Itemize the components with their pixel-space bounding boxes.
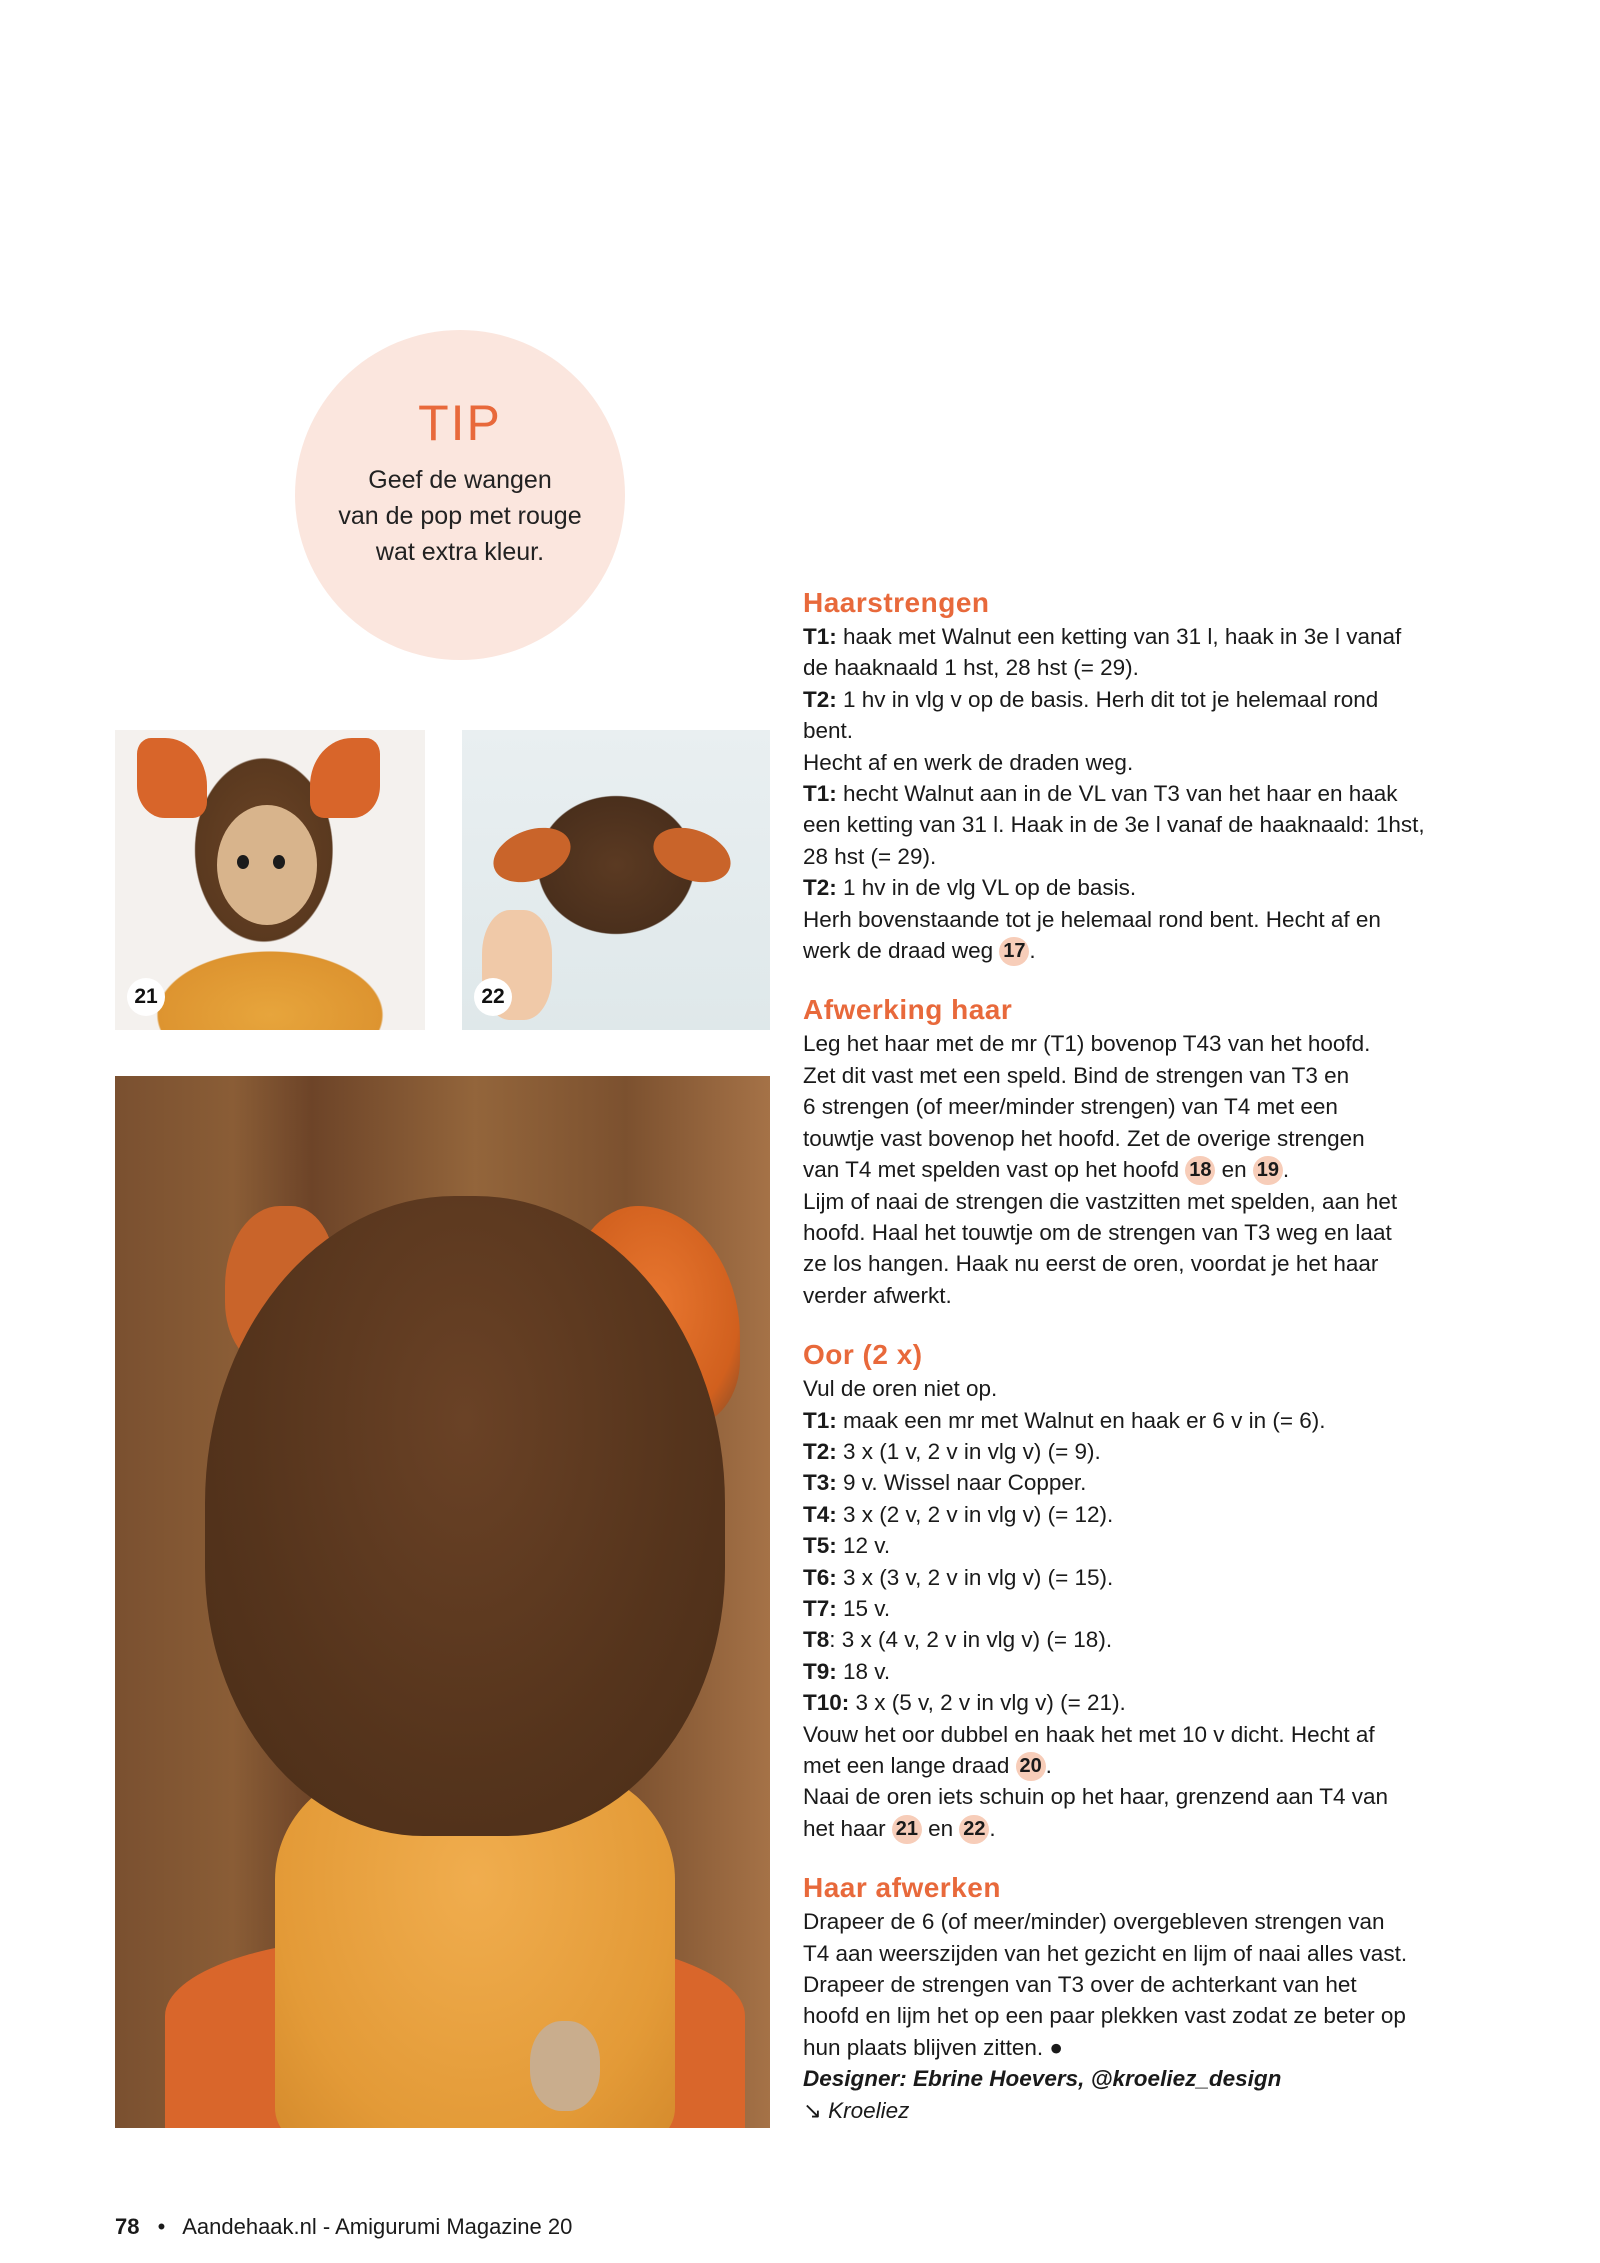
figure-ref-badge: 18 [1185,1156,1215,1185]
instruction-line [803,809,1493,840]
round-label: T1: [803,781,837,807]
instruction-text: T4 aan weerszijden van het gezicht en lijm of naai alles vast. [803,1940,1408,1966]
instruction-text: 3 x (5 v, 2 v in vlg v) (= 21). [849,1690,1126,1716]
instruction-text: Hecht af en werk de draden weg. [803,749,1134,775]
round-label: T2: [803,1438,837,1464]
instruction-text: 15 v. [836,1595,891,1621]
instruction-text: 28 hst (= 29). [803,843,937,869]
instruction-line [803,841,1493,872]
instruction-tail: . [1045,1753,1052,1778]
photo-doll-back [115,1076,770,2128]
round-label: T10: [803,1690,850,1716]
instruction-line [803,1530,1493,1561]
round-label: T9: [803,1658,837,1684]
round-label: T2: [803,875,837,901]
photo-doll-front [115,730,425,1030]
instruction-text: Zet dit vast met een speld. Bind de strengen van T3 en [803,1062,1350,1088]
instruction-text: 3 x (3 v, 2 v in vlg v) (= 15). [836,1564,1114,1590]
round-label: T2: [803,686,837,712]
instruction-text: Lijm of naai de strengen die vastzitten met spelden, aan het [803,1188,1398,1214]
instruction-line [803,1186,1493,1217]
instruction-line [803,1624,1493,1655]
instruction-line [803,621,1493,652]
tip-body [320,462,600,570]
ref-join: en [1215,1157,1253,1183]
instruction-line [803,1750,1493,1781]
instruction-text: met een lange draad [803,1753,1016,1778]
round-label: T1: [803,1407,837,1433]
round-label: T3: [803,1470,837,1496]
instruction-text: verder afwerkt. [803,1282,952,1308]
instruction-text: 18 v. [836,1658,891,1684]
section-title: Haarstrengen [803,587,990,618]
figure-ref-badge: 17 [999,937,1029,966]
instruction-tail: . [1029,938,1036,964]
page-number: 78 [115,2214,140,2239]
doll-hand [530,2021,600,2111]
instruction-line [803,1436,1493,1467]
round-label: T7: [803,1595,837,1621]
instruction-line [803,1248,1493,1279]
instruction-text: van T4 met spelden vast op het hoofd [803,1157,1186,1183]
instruction-line [803,1373,1493,1404]
instruction-line [803,1499,1493,1530]
instruction-text: 1 hv in de vlg VL op de basis. [836,875,1137,901]
instruction-text: 1 hv in vlg v op de basis. Herh dit tot je helemaal rond [836,686,1379,712]
instruction-line [803,1154,1493,1185]
round-label: T6: [803,1564,837,1590]
instruction-line [803,1091,1493,1122]
instruction-text: 12 v. [836,1533,891,1559]
instruction-tail: . [1282,1157,1290,1183]
instruction-line [803,1280,1493,1311]
instruction-text: 3 x (2 v, 2 v in vlg v) (= 12). [836,1501,1114,1527]
round-label: T8 [803,1627,830,1653]
instruction-line [803,2032,1493,2063]
section-haar-afwerken [803,1870,1493,2126]
instruction-text: haak met Walnut een ketting van 31 l, haak in 3e l vanaf [836,624,1402,649]
instruction-text: Vouw het oor dubbel en haak het met 10 v dicht. Hecht af [803,1721,1375,1747]
instruction-line [803,1781,1493,1812]
instruction-text: 6 strengen (of meer/minder strengen) van T4 met een [803,1094,1338,1120]
section-oor-2-x [803,1337,1493,1844]
instruction-line [803,1938,1493,1969]
figure-badge: 22 [474,978,512,1016]
instruction-line [803,778,1493,809]
instruction-text: bent. [803,718,854,744]
tip-title: TIP [418,395,502,451]
instruction-line [803,1405,1493,1436]
designer-credit: Designer: Ebrine Hoevers, @kroeliez_design [803,2066,1282,2092]
instruction-text: : 3 x (4 v, 2 v in vlg v) (= 18). [829,1627,1113,1653]
figure-ref-badge: 20 [1016,1752,1046,1781]
instruction-text: 3 x (1 v, 2 v in vlg v) (= 9). [836,1438,1101,1464]
instruction-line [803,652,1493,683]
instruction-text: Naai de oren iets schuin op het haar, grenzend aan T4 van [803,1784,1388,1810]
instruction-text: Vul de oren niet op. [803,1376,998,1402]
figure-ref-badge: 21 [892,1815,922,1844]
instruction-text: werk de draad weg [803,938,1000,964]
pattern-instructions [803,585,1493,2126]
section-haarstrengen [803,585,1493,966]
instruction-line [803,747,1493,778]
instruction-text: de haaknaald 1 hst, 28 hst (= 29). [803,655,1139,681]
page-footer [115,2213,572,2241]
instruction-line [803,1906,1493,1937]
doll-hair [205,1196,725,1836]
instruction-line [803,1060,1493,1091]
section-title: Afwerking haar [803,994,1013,1026]
footer-source: Aandehaak.nl - Amigurumi Magazine 20 [182,2214,573,2239]
instruction-line [803,1562,1493,1593]
tip-circle [295,330,625,660]
instruction-line [803,904,1493,935]
round-label: T4: [803,1501,837,1527]
instruction-line [803,1593,1493,1624]
instruction-text: hoofd. Haal het touwtje om de strengen van T3 weg en laat [803,1219,1392,1245]
instruction-line [803,1813,1493,1844]
instruction-line [803,1719,1493,1750]
instruction-line [803,1969,1493,2000]
instruction-text: hun plaats blijven zitten. ● [803,2034,1063,2060]
tip-line: Geef de wangen [368,466,552,494]
instruction-line [803,872,1493,903]
instruction-line [803,1656,1493,1687]
ref-join: en [921,1815,960,1841]
instruction-text: hecht Walnut aan in de VL van T3 van het haar en haak [836,781,1398,807]
round-label: T1: [803,624,837,649]
instruction-line [803,1467,1493,1498]
instruction-line [803,935,1493,966]
instruction-text: Drapeer de 6 (of meer/minder) overgebleven strengen van [803,1909,1385,1935]
instruction-text: Drapeer de strengen van T3 over de achterkant van het [803,1972,1357,1998]
photo-credit: ↘ Kroeliez [803,2097,910,2123]
footer-separator: • [157,2214,166,2239]
instruction-text: touwtje vast bovenop het hoofd. Zet de overige strengen [803,1125,1365,1151]
figure-ref-badge: 22 [959,1815,989,1844]
figure-ref-badge: 19 [1253,1156,1283,1185]
round-label: T5: [803,1533,837,1559]
figure-badge: 21 [127,978,165,1016]
instruction-text: Herh bovenstaande tot je helemaal rond bent. Hecht af en [803,906,1381,932]
tip-line: van de pop met rouge [338,502,582,530]
section-afwerking-haar [803,992,1493,1311]
section-title: Oor (2 x) [803,1339,923,1371]
instruction-text: maak een mr met Walnut en haak er 6 v in (= 6). [836,1407,1326,1433]
instruction-line [803,684,1493,715]
instruction-line [803,1217,1493,1248]
instruction-text: een ketting van 31 l. Haak in de 3e l vanaf de haaknaald: 1hst, [803,812,1425,838]
instruction-line [803,1687,1493,1718]
instruction-line [803,1123,1493,1154]
section-title: Haar afwerken [803,1872,1001,1904]
instruction-line [803,2000,1493,2031]
photo-hair-strands [462,730,770,1030]
instruction-line [803,1028,1493,1059]
instruction-text: het haar [803,1815,892,1841]
instruction-tail: . [989,1815,996,1841]
instruction-text: Leg het haar met de mr (T1) bovenop T43 van het hoofd. [803,1031,1371,1057]
instruction-text: hoofd en lijm het op een paar plekken vast zodat ze beter op [803,2003,1406,2029]
tip-line: wat extra kleur. [375,538,545,566]
instruction-text: ze los hangen. Haak nu eerst de oren, voordat je het haar [803,1251,1379,1277]
instruction-text: 9 v. Wissel naar Copper. [836,1470,1087,1496]
instruction-line [803,715,1493,746]
